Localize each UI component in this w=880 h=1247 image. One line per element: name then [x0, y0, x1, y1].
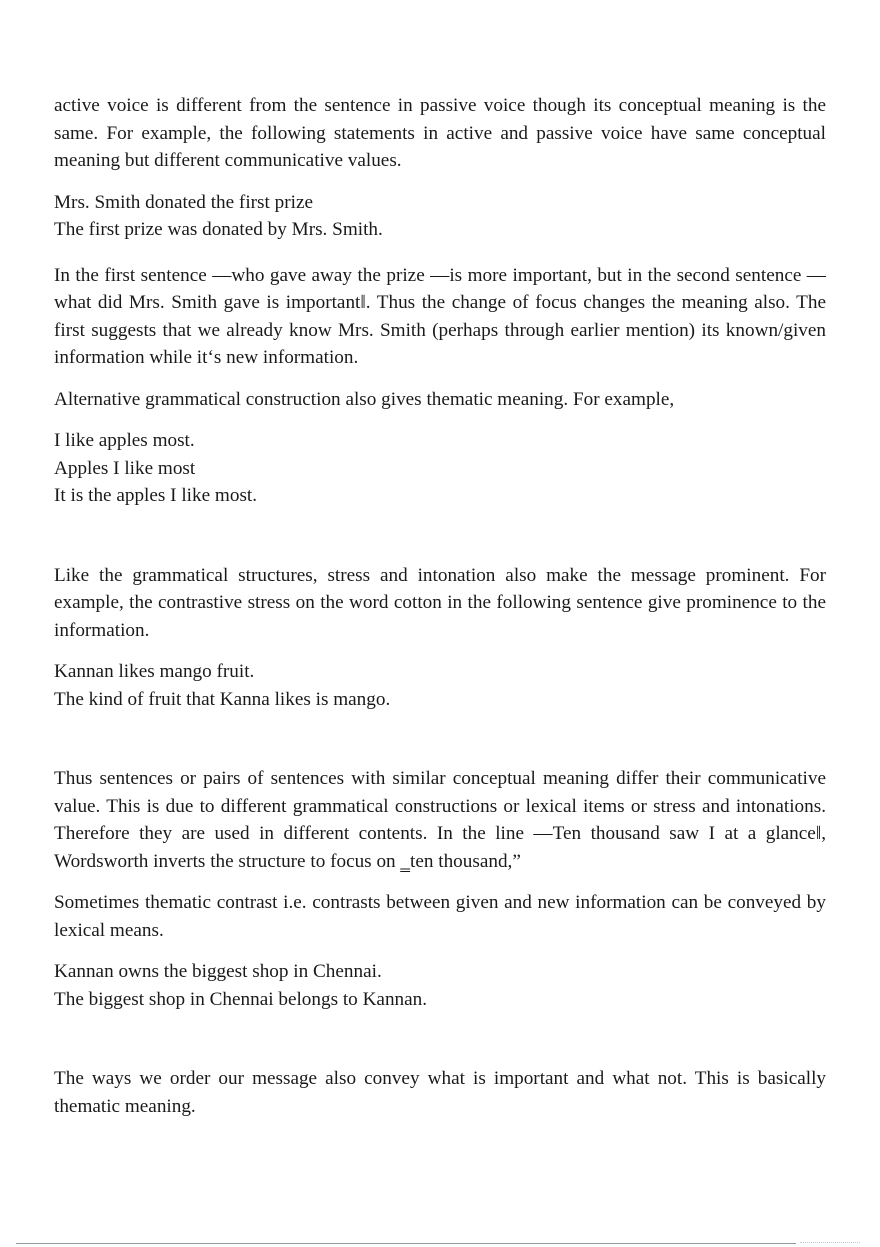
- example-line: The kind of fruit that Kanna likes is mango.: [54, 688, 391, 710]
- spacer: [54, 713, 826, 765]
- spacer: [54, 244, 826, 262]
- spacer: [54, 175, 826, 189]
- spacer: [54, 372, 826, 386]
- example-line: Kannan owns the biggest shop in Chennai.: [54, 961, 382, 982]
- example-line: The first prize was donated by Mrs. Smith.: [54, 219, 383, 240]
- spacer: [54, 510, 826, 562]
- example-block-1: [54, 189, 826, 244]
- paragraph-alternative-construction: Alternative grammatical construction also gives thematic meaning. For example,: [54, 388, 675, 410]
- example-block-2: [54, 427, 826, 510]
- spacer: [54, 644, 826, 658]
- paragraph-stress-intonation: Like the grammatical structures, stress and intonation also make the message prominent. For example, the contrastive stress on the word cotton in the following sentence give prominence to the information.: [54, 564, 826, 641]
- paragraph-focus: In the first sentence —who gave away the prize —is more important, but in the second sentence —what did Mrs. Smith gave is important‖. Thus the change of focus changes the meaning also. The first suggests that we already know Mrs. Smith (perhaps through earlier mention) its known/given information while it‘s new information.: [54, 264, 826, 368]
- paragraph-active-passive: active voice is different from the sentence in passive voice though its conceptual meaning is the same. For example, the following statements in active and passive voice have same conceptual meaning but different communicative values.: [54, 95, 826, 171]
- footer-divider: [16, 1243, 796, 1244]
- example-line: Apples I like most: [54, 457, 196, 479]
- spacer: [54, 413, 826, 427]
- example-line: The biggest shop in Chennai belongs to Kannan.: [54, 988, 428, 1010]
- spacer: [54, 875, 826, 889]
- paragraph-communicative-value: Thus sentences or pairs of sentences with similar conceptual meaning differ their communicative value. This is due to different grammatical constructions or lexical items or stress and intonations. Therefore they are used in different contents. In the line —Ten thousand saw I at a glance‖, Wordsworth inverts the structure to focus on ‗ten thousand,”: [54, 768, 826, 872]
- example-line: Mrs. Smith donated the first prize: [54, 191, 313, 213]
- document-body: [54, 92, 826, 1120]
- footer-watermark-mark: [800, 1239, 860, 1243]
- example-line: I like apples most.: [54, 430, 195, 451]
- example-block-4: [54, 958, 826, 1013]
- example-block-3: [54, 658, 826, 713]
- spacer: [54, 944, 826, 958]
- paragraph-thematic-meaning: The ways we order our message also convey what is important and what not. This is basically thematic meaning.: [54, 1068, 826, 1117]
- paragraph-thematic-contrast: Sometimes thematic contrast i.e. contrasts between given and new information can be conveyed by lexical means.: [54, 892, 826, 941]
- example-line: Kannan likes mango fruit.: [54, 661, 255, 682]
- example-line: It is the apples I like most.: [54, 485, 258, 506]
- spacer: [54, 1013, 826, 1065]
